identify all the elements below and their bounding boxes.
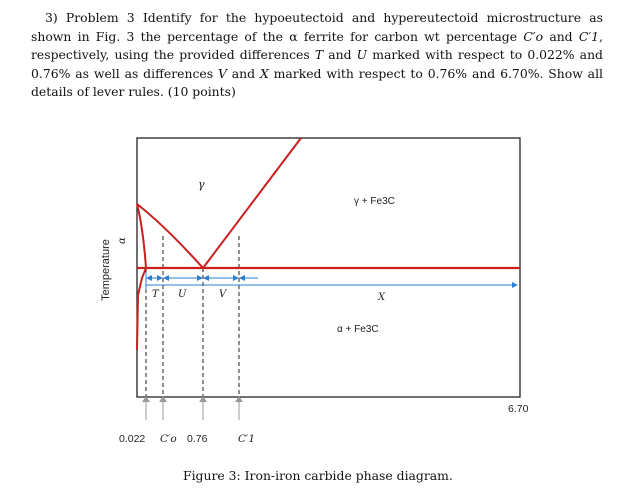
acm-line (203, 138, 301, 268)
problem-text-and: and (543, 28, 579, 44)
problem-heading: Problem 3 (65, 10, 135, 25)
problem-text-3: marked with respect to 0.022% and 0.76% as well as differences (31, 47, 603, 81)
label-dim-t: T (152, 289, 159, 300)
tick-c1: C′1 (238, 433, 256, 445)
figure-caption: Figure 3: Iron-iron carbide phase diagram. (183, 468, 453, 483)
problem-text-1: Identify for the hypoeutectoid and hypereutectoid microstructure as shown in Fig. 3 the percentage of the α ferrite for carbon wt percentage (31, 10, 603, 44)
y-axis-label: Temperature (100, 239, 112, 301)
var-t: T (314, 47, 324, 62)
alpha-gamma-boundary (137, 204, 146, 268)
var-v: V (217, 65, 227, 81)
problem-text-and-2: and (328, 47, 357, 62)
var-u: U (356, 47, 368, 62)
label-alpha: α (117, 237, 128, 244)
tick-670: 6.70 (508, 403, 529, 415)
label-gamma: γ (198, 178, 205, 191)
var-c0: C′o (523, 28, 544, 44)
label-dim-v: V (219, 289, 227, 300)
var-c1: C′1 (578, 28, 600, 44)
problem-text-and-3: and (226, 65, 260, 81)
tick-c0: C′o (160, 433, 177, 445)
label-alpha-fe3c: α + Fe3C (337, 324, 379, 335)
tick-0022: 0.022 (119, 433, 146, 445)
problem-text-4: marked with respect to 0.76% and 6.70%. Show all details of lever rules. (10 points) (31, 65, 603, 99)
problem-text-2: , respectively, using the provided differences (31, 28, 603, 62)
tick-076: 0.76 (187, 433, 208, 445)
label-dim-u: U (178, 289, 187, 300)
label-gamma-fe3c: γ + Fe3C (354, 196, 395, 207)
problem-number: 3) (45, 10, 58, 25)
a3-line (137, 204, 203, 268)
var-x: X (259, 65, 269, 81)
label-dim-x: X (378, 292, 386, 303)
alpha-solvus-line (137, 268, 146, 350)
